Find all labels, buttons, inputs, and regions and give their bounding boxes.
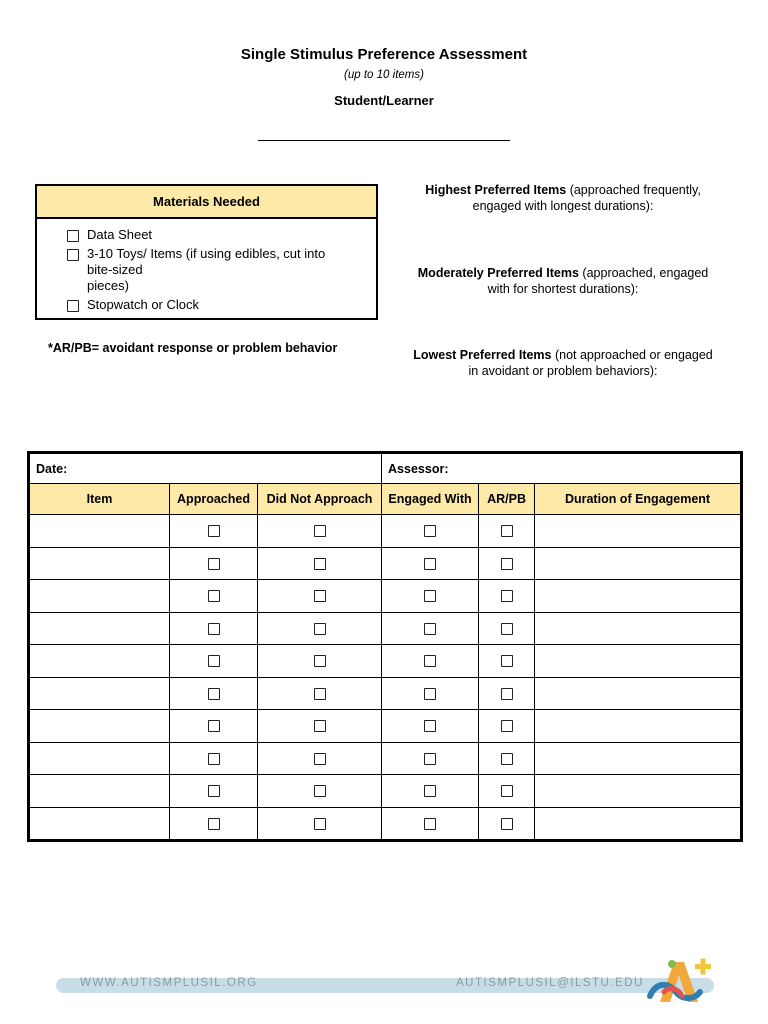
table-row [29, 547, 742, 580]
arpb-cell[interactable] [479, 807, 535, 841]
did-not-approach-checkbox[interactable] [314, 688, 326, 700]
assessment-table [27, 451, 743, 842]
did-not-approach-cell[interactable] [258, 775, 382, 808]
did-not-approach-checkbox[interactable] [314, 655, 326, 667]
table-header-row [29, 484, 742, 515]
checkbox[interactable] [67, 230, 79, 242]
arpb-checkbox[interactable] [501, 590, 513, 602]
engaged-with-cell[interactable] [382, 612, 479, 645]
arpb-note: *AR/PB= avoidant response or problem behavior [48, 341, 338, 355]
did-not-approach-checkbox[interactable] [314, 785, 326, 797]
did-not-approach-checkbox[interactable] [314, 623, 326, 635]
duration-cell[interactable] [535, 677, 742, 710]
column-header-approached: Approached [170, 484, 258, 515]
arpb-checkbox[interactable] [501, 720, 513, 732]
item-cell[interactable] [29, 612, 170, 645]
item-cell[interactable] [29, 547, 170, 580]
arpb-checkbox[interactable] [501, 753, 513, 765]
arpb-cell[interactable] [479, 742, 535, 775]
item-cell[interactable] [29, 742, 170, 775]
date-cell[interactable]: Date: [29, 453, 382, 484]
column-header-duration: Duration of Engagement [535, 484, 742, 515]
table-row [29, 775, 742, 808]
duration-cell[interactable] [535, 710, 742, 743]
approached-cell[interactable] [170, 742, 258, 775]
duration-cell[interactable] [535, 775, 742, 808]
arpb-checkbox[interactable] [501, 785, 513, 797]
column-header-item: Item [29, 484, 170, 515]
engaged-with-checkbox[interactable] [424, 688, 436, 700]
engaged-with-checkbox[interactable] [424, 525, 436, 537]
pref-desc: (approached frequently, [566, 183, 701, 197]
arpb-cell[interactable] [479, 775, 535, 808]
engaged-with-cell[interactable] [382, 742, 479, 775]
column-header-engaged-with: Engaged With [382, 484, 479, 515]
approached-checkbox[interactable] [208, 655, 220, 667]
arpb-cell[interactable] [479, 580, 535, 613]
item-cell[interactable] [29, 645, 170, 678]
item-cell[interactable] [29, 580, 170, 613]
student-label: Student/Learner [334, 93, 434, 108]
column-header-arpb: AR/PB [479, 484, 535, 515]
did-not-approach-checkbox[interactable] [314, 558, 326, 570]
did-not-approach-cell[interactable] [258, 677, 382, 710]
duration-cell[interactable] [535, 612, 742, 645]
approached-checkbox[interactable] [208, 558, 220, 570]
pref-desc: (approached, engaged [578, 266, 709, 280]
engaged-with-checkbox[interactable] [424, 655, 436, 667]
pref-desc-line2: engaged with longest durations): [472, 199, 654, 213]
arpb-checkbox[interactable] [501, 818, 513, 830]
table-row [29, 580, 742, 613]
approached-checkbox[interactable] [208, 590, 220, 602]
approached-cell[interactable] [170, 645, 258, 678]
duration-cell[interactable] [535, 580, 742, 613]
material-label: Stopwatch or Clock [87, 297, 199, 312]
page-subtitle: (up to 10 items) [344, 69, 424, 81]
arpb-checkbox[interactable] [501, 525, 513, 537]
item-cell[interactable] [29, 515, 170, 548]
arpb-checkbox[interactable] [501, 558, 513, 570]
approached-checkbox[interactable] [208, 525, 220, 537]
arpb-cell[interactable] [479, 677, 535, 710]
student-name-line[interactable] [258, 140, 510, 141]
table-row [29, 515, 742, 548]
engaged-with-checkbox[interactable] [424, 623, 436, 635]
did-not-approach-cell[interactable] [258, 645, 382, 678]
page-title: Single Stimulus Preference Assessment [240, 46, 528, 63]
material-label-line3: pieces) [87, 278, 129, 293]
engaged-with-cell[interactable] [382, 547, 479, 580]
approached-cell[interactable] [170, 515, 258, 548]
item-cell[interactable] [29, 807, 170, 841]
did-not-approach-checkbox[interactable] [314, 590, 326, 602]
material-label-line2: bite-sized [87, 262, 143, 277]
highest-preferred-items [390, 182, 736, 214]
pref-desc: (not approached or engaged [551, 348, 713, 362]
table-row [29, 807, 742, 841]
footer-email-link[interactable]: AUTISMPLUSIL@ILSTU.EDU [456, 977, 644, 989]
moderately-preferred-items [390, 265, 736, 297]
engaged-with-cell[interactable] [382, 807, 479, 841]
pref-desc-line2: in avoidant or problem behaviors): [468, 364, 658, 378]
engaged-with-cell[interactable] [382, 775, 479, 808]
assessor-cell[interactable]: Assessor: [382, 453, 742, 484]
table-row [29, 742, 742, 775]
date-assessor-row [29, 453, 742, 484]
approached-checkbox[interactable] [208, 720, 220, 732]
did-not-approach-checkbox[interactable] [314, 818, 326, 830]
table-row [29, 645, 742, 678]
approached-checkbox[interactable] [208, 688, 220, 700]
checkbox[interactable] [67, 249, 79, 261]
engaged-with-checkbox[interactable] [424, 590, 436, 602]
item-cell[interactable] [29, 775, 170, 808]
did-not-approach-cell[interactable] [258, 807, 382, 841]
duration-cell[interactable] [535, 645, 742, 678]
material-label: Data Sheet [87, 227, 153, 242]
approached-cell[interactable] [170, 580, 258, 613]
did-not-approach-checkbox[interactable] [314, 525, 326, 537]
engaged-with-checkbox[interactable] [424, 785, 436, 797]
approached-checkbox[interactable] [208, 753, 220, 765]
engaged-with-checkbox[interactable] [424, 818, 436, 830]
did-not-approach-checkbox[interactable] [314, 753, 326, 765]
table-row [29, 677, 742, 710]
material-label: 3-10 Toys/ Items (if using edibles, cut into [87, 246, 326, 261]
did-not-approach-cell[interactable] [258, 580, 382, 613]
did-not-approach-cell[interactable] [258, 612, 382, 645]
lowest-preferred-items [390, 347, 736, 379]
footer-website-link[interactable]: WWW.AUTISMPLUSIL.ORG [80, 977, 258, 989]
pref-label: Lowest Preferred Items [413, 348, 552, 362]
did-not-approach-checkbox[interactable] [314, 720, 326, 732]
approached-checkbox[interactable] [208, 818, 220, 830]
engaged-with-checkbox[interactable] [424, 720, 436, 732]
did-not-approach-cell[interactable] [258, 515, 382, 548]
column-header-did-not-approach: Did Not Approach [258, 484, 382, 515]
pref-desc-line2: with for shortest durations): [487, 282, 639, 296]
did-not-approach-cell[interactable] [258, 742, 382, 775]
approached-cell[interactable] [170, 710, 258, 743]
arpb-cell[interactable] [479, 547, 535, 580]
item-cell[interactable] [29, 677, 170, 710]
arpb-cell[interactable] [479, 612, 535, 645]
approached-cell[interactable] [170, 547, 258, 580]
approached-cell[interactable] [170, 807, 258, 841]
pref-label: Moderately Preferred Items [417, 266, 579, 280]
approached-checkbox[interactable] [208, 785, 220, 797]
arpb-cell[interactable] [479, 710, 535, 743]
arpb-cell[interactable] [479, 515, 535, 548]
arpb-checkbox[interactable] [501, 623, 513, 635]
approached-checkbox[interactable] [208, 623, 220, 635]
table-row [29, 612, 742, 645]
pref-label: Highest Preferred Items [425, 183, 567, 197]
autism-plus-logo-icon [642, 952, 714, 1008]
engaged-with-checkbox[interactable] [424, 558, 436, 570]
approached-cell[interactable] [170, 775, 258, 808]
checkbox[interactable] [67, 300, 79, 312]
arpb-cell[interactable] [479, 645, 535, 678]
engaged-with-checkbox[interactable] [424, 753, 436, 765]
materials-box [35, 184, 378, 320]
engaged-with-cell[interactable] [382, 515, 479, 548]
engaged-with-cell[interactable] [382, 580, 479, 613]
materials-heading: Materials Needed [37, 186, 376, 219]
approached-cell[interactable] [170, 677, 258, 710]
table-row [29, 710, 742, 743]
duration-cell[interactable] [535, 742, 742, 775]
duration-cell[interactable] [535, 807, 742, 841]
item-cell[interactable] [29, 710, 170, 743]
did-not-approach-cell[interactable] [258, 547, 382, 580]
approached-cell[interactable] [170, 612, 258, 645]
engaged-with-cell[interactable] [382, 710, 479, 743]
duration-cell[interactable] [535, 547, 742, 580]
did-not-approach-cell[interactable] [258, 710, 382, 743]
engaged-with-cell[interactable] [382, 677, 479, 710]
duration-cell[interactable] [535, 515, 742, 548]
arpb-checkbox[interactable] [501, 688, 513, 700]
engaged-with-cell[interactable] [382, 645, 479, 678]
arpb-checkbox[interactable] [501, 655, 513, 667]
